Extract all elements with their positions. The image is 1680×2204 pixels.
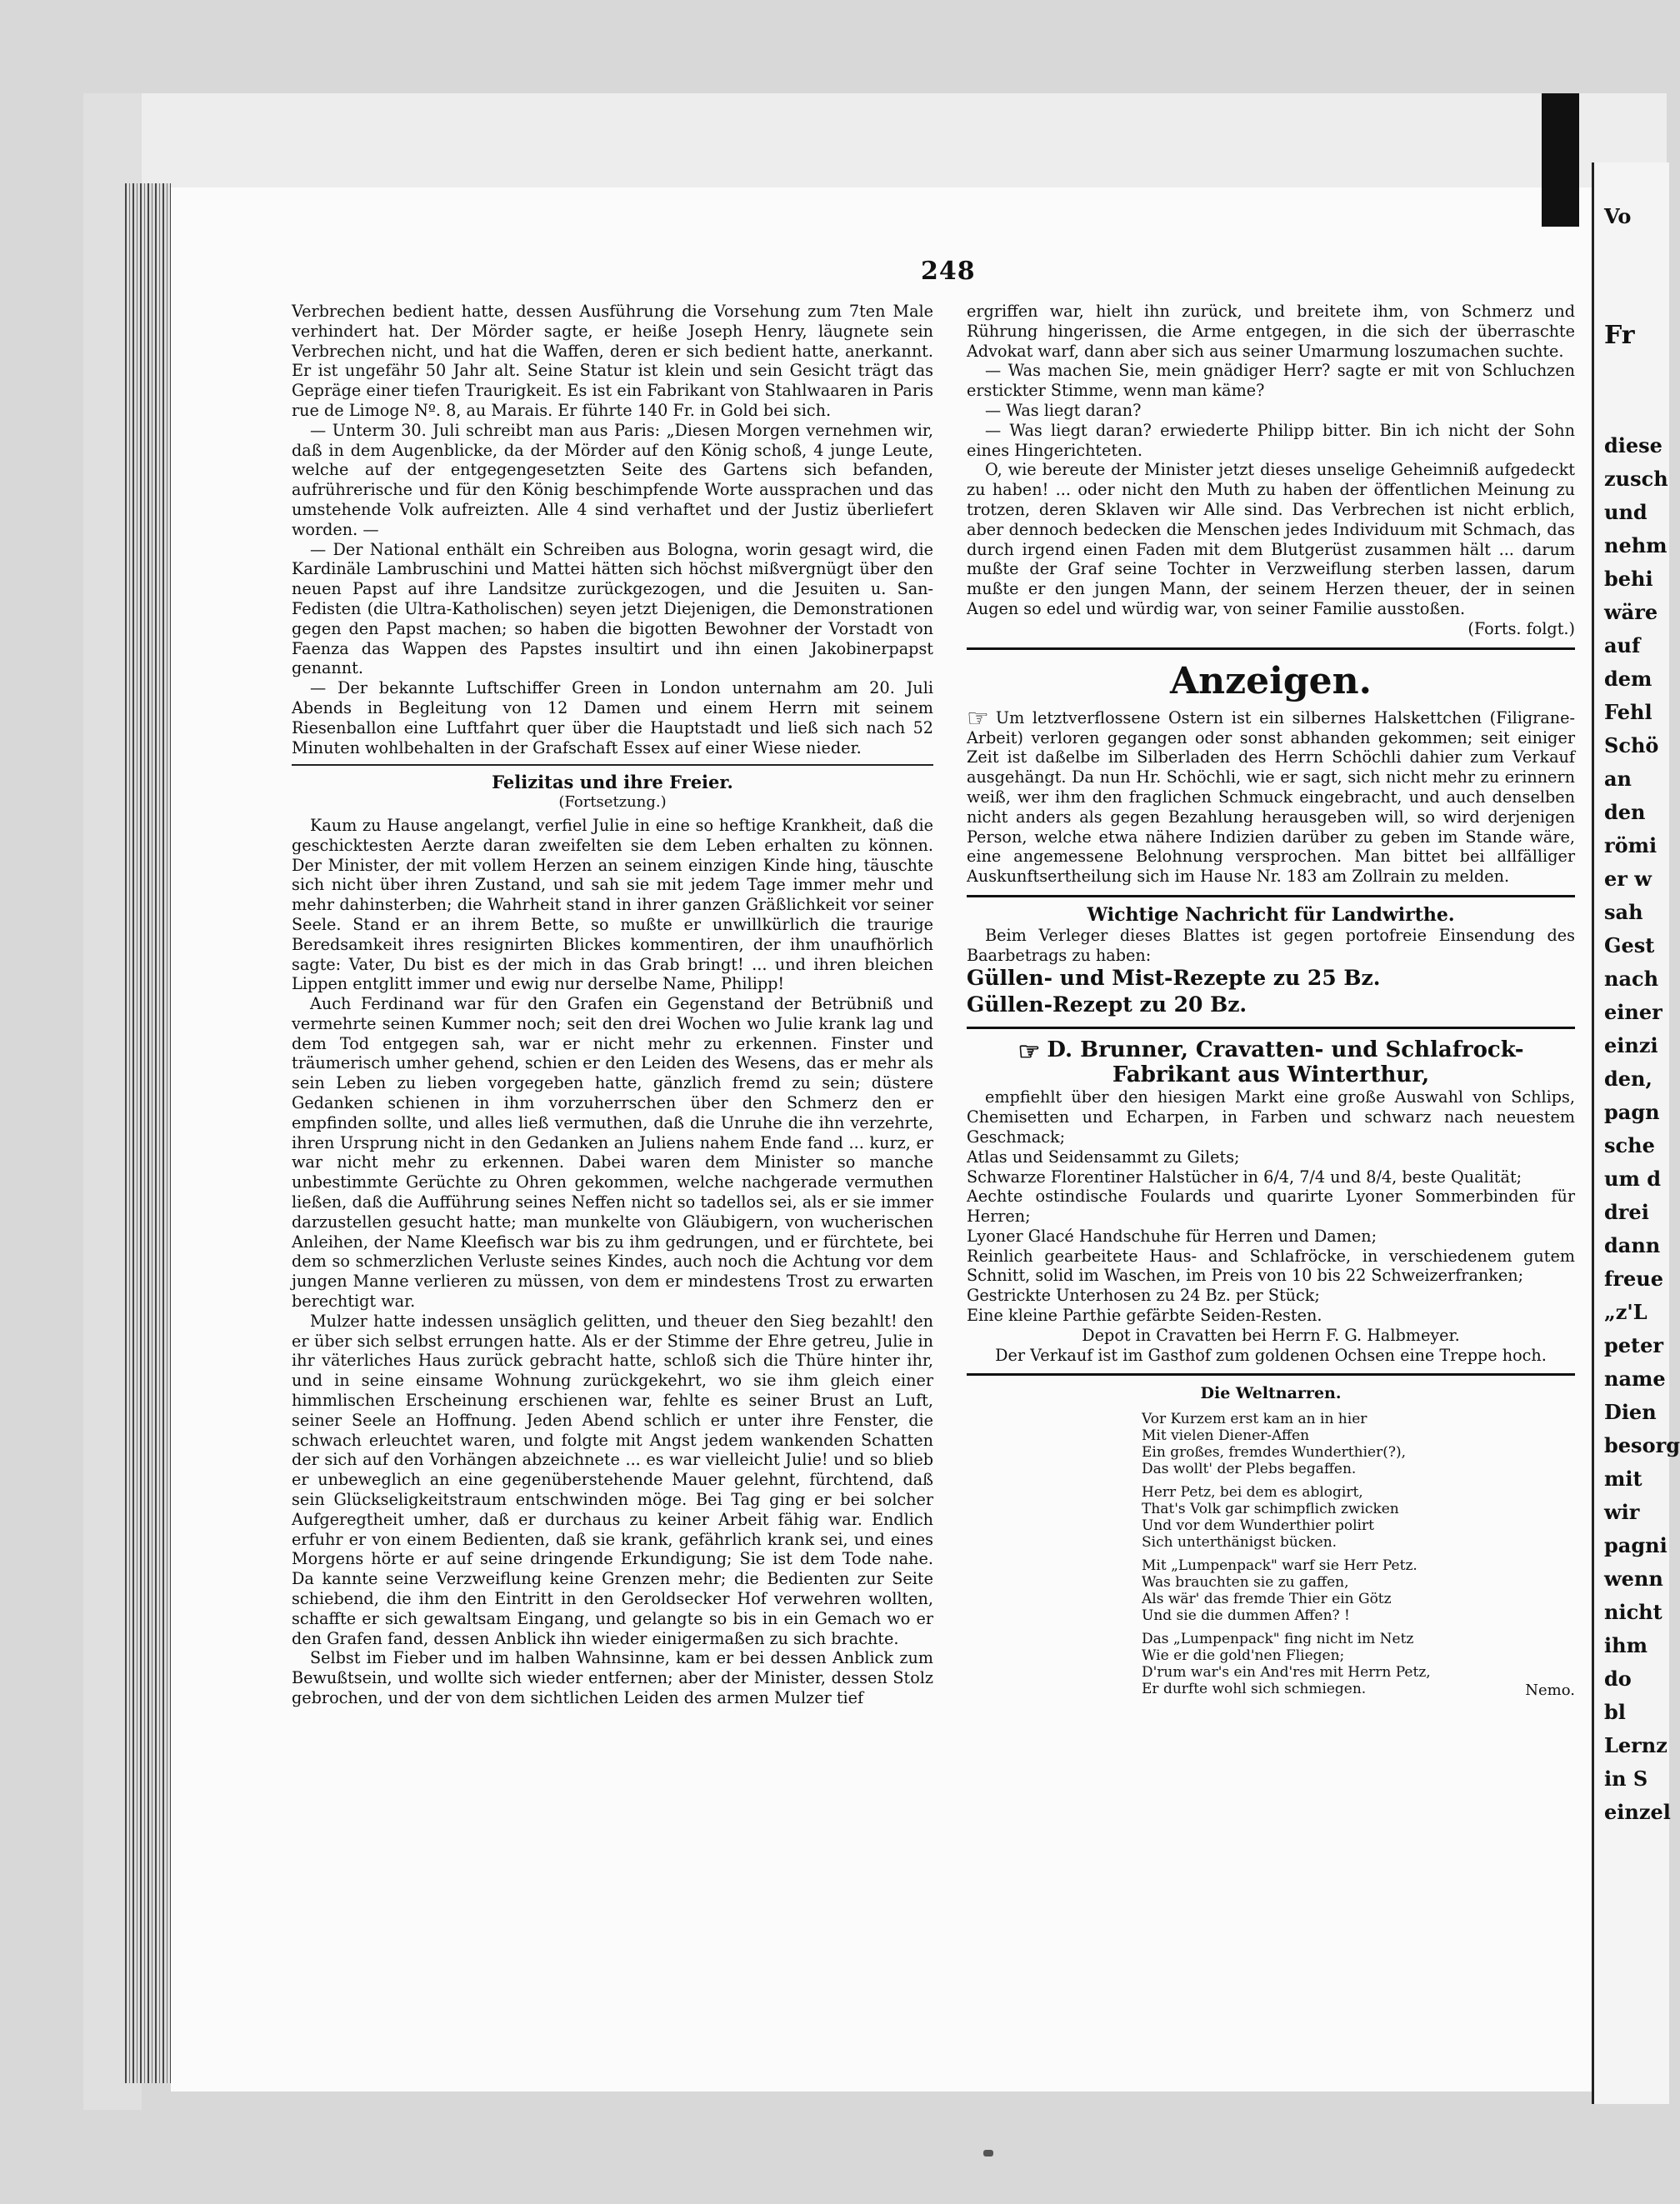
next-page-fragment: um d (1604, 1167, 1661, 1191)
next-page-fragment: in S (1604, 1767, 1648, 1791)
next-page-fragment: drei (1604, 1200, 1649, 1224)
next-page-fragment: sah (1604, 900, 1643, 924)
story-subtitle: (Fortsetzung.) (558, 793, 667, 812)
next-page-fragment: diese (1604, 433, 1662, 457)
news-paragraph: Verbrechen bedient hatte, dessen Ausführung die Vorsehung zum 7ten Male verhindert hat. Der Mörder sagte, er heiße Joseph Henry, läugnete sein Verbrechen nicht, und hat die Waffen, deren er sich bedient hatte, anerkannt. Er ist ungefähr 50 Jahr alt. Seine Statur ist klein und sein Gesicht trägt das Gepräge einer tiefen Traurigkeit. Es ist ein Fabrikant von Stahlwaaren in Paris rue de Limoge Nº. 8, au Marais. Er führte 140 Fr. in Gold bei sich. (292, 302, 933, 420)
ad-brunner-item: Schwarze Florentiner Halstücher in 6/4, 7/4 und 8/4, beste Qualität; (967, 1167, 1522, 1187)
poem-line: Sich unterthänigst bücken. (1142, 1534, 1338, 1552)
binding-bar (1542, 93, 1579, 227)
poem-line: Das wollt' der Plebs begaffen. (1142, 1461, 1357, 1478)
next-page-fragment: einzi (1604, 1033, 1658, 1057)
next-page-fragment: zusch (1604, 467, 1668, 491)
next-page-fragment: römi (1604, 833, 1658, 857)
ad-farmers-line: Güllen-Rezept zu 20 Bz. (967, 992, 1248, 1017)
poem-line: Als wär' das fremde Thier ein Götz (1142, 1591, 1392, 1608)
next-page-fragment: den, (1604, 1067, 1652, 1091)
next-page-fragment: freue (1604, 1267, 1663, 1291)
scan-mark (983, 2150, 993, 2157)
poem-line: Mit vielen Diener-Affen (1142, 1427, 1310, 1445)
next-page-edge (1592, 162, 1680, 2104)
next-page-fragment: einer (1604, 1000, 1662, 1024)
next-page-fragment: Dien (1604, 1400, 1657, 1424)
next-page-fragment: peter (1604, 1333, 1664, 1357)
story-paragraph: Selbst im Fieber und im halben Wahnsinne, kam er bei dessen Anblick zum Bewußtsein, und wollte sich wieder entfernen; aber der Minister, dessen Stolz gebrochen, und der von dem sichtlichen Leiden des armen Mulzer tief (292, 1648, 933, 1707)
ad-lost-necklace (967, 703, 1575, 887)
poem-title: Die Weltnarren. (1200, 1384, 1342, 1403)
next-page-fragment: Fehl (1604, 700, 1652, 724)
next-page-fragment: wäre (1604, 600, 1658, 624)
poem-line: D'rum war's ein And'res mit Herrn Petz, (1142, 1664, 1431, 1682)
left-column (292, 302, 933, 1708)
pointing-hand-icon: ☞ (1018, 1037, 1041, 1067)
ad-farmers-text: Beim Verleger dieses Blattes ist gegen portofreie Einsendung des Baarbetrags zu haben: (967, 925, 1575, 965)
ad-brunner-item: Eine kleine Parthie gefärbte Seiden-Resten. (967, 1306, 1322, 1326)
story-paragraph: ergriffen war, hielt ihn zurück, und breitete ihm, von Schmerz und Rührung hingerissen, die Arme entgegen, in die sich der überraschte Advokat warf, dann aber sich aus seiner Umarmung loszumachen suchte. (967, 302, 1575, 361)
next-page-fragment: nicht (1604, 1600, 1662, 1624)
ad-lost-text: Um letztverflossene Ostern ist ein silbernes Halskettchen (Filigrane-Arbeit) verloren gegangen oder sonst abhanden gekommen; seit einiger Zeit ist daßelbe im Silberladen des Herrn Schöchli dahier zum Verkauf ausgehängt. Da nun Hr. Schöchli, wie er sagt, sich nicht mehr zu erinnern weiß, wer ihm den fraglichen Schmuck eingebracht, und auch denselben nicht anders als gegen Bezahlung herausgeben will, so wird derjenigen Person, welche etwa nähere Indizien darüber zu geben im Stande wäre, eine angemessene Belohnung versprochen. Man bittet bei allfälliger Auskunftsertheilung sich im Hause Nr. 183 am Zollrain zu melden. (967, 707, 1575, 887)
next-page-fragment: „z'L (1604, 1300, 1648, 1324)
news-paragraph: — Unterm 30. Juli schreibt man aus Paris: „Diesen Morgen vernehmen wir, daß in dem Augenblicke, da der Mörder auf den König schoß, 4 junge Leute, welche auf der entgegengesetzten Seite des Gartens sich befanden, aufrührerische und für den König beschimpfende Worte aussprachen und das umstehende Volk aufreizten. Alle 4 sind verhaftet und der Justiz überliefert worden. — (292, 420, 933, 539)
next-page-fragment: den (1604, 800, 1646, 824)
poem-line: Herr Petz, bei dem es ablogirt, (1142, 1484, 1363, 1502)
news-paragraph: — Der bekannte Luftschiffer Green in London unternahm am 20. Juli Abends in Begleitung von 12 Damen und einem Herrn mit seinem Riesenballon eine Luftfahrt quer über die Hauptstadt und ließ sich nach 52 Minuten wohlbehalten in der Grafschaft Essex auf einer Wiese nieder. (292, 678, 933, 757)
ad-brunner-item: Aechte ostindische Foulards und quarirte Lyoner Sommerbinden für Herren; (967, 1187, 1575, 1227)
next-page-fragment: Lernz (1604, 1733, 1668, 1757)
next-page-fragment: pagn (1604, 1100, 1660, 1124)
poem-stanza (1142, 1484, 1575, 1551)
ad-brunner-heading (967, 1037, 1575, 1067)
poem-line: Ein großes, fremdes Wunderthier(?), (1142, 1444, 1406, 1462)
poem-line: That's Volk gar schimpflich zwicken (1142, 1501, 1399, 1518)
ad-brunner-verkauf: Der Verkauf ist im Gasthof zum goldenen Ochsen eine Treppe hoch. (995, 1345, 1547, 1365)
story-paragraph: — Was machen Sie, mein gnädiger Herr? sagte er mit von Schluchzen erstickter Stimme, wenn man käme? (967, 361, 1575, 401)
next-page-fragment: sche (1604, 1133, 1655, 1157)
next-page-fragment: mit (1604, 1467, 1642, 1491)
continuation-note: (Forts. folgt.) (1468, 618, 1575, 638)
next-page-fragment: Fr (1604, 321, 1635, 350)
divider (967, 1027, 1575, 1029)
next-page-fragment: wir (1604, 1500, 1640, 1524)
next-page-fragment: auf (1604, 633, 1641, 657)
next-page-fragment: er w (1604, 867, 1652, 891)
next-page-fragment: dann (1604, 1233, 1661, 1257)
story-paragraph: — Was liegt daran? (985, 400, 1142, 420)
story-paragraph: — Was liegt daran? erwiederte Philipp bitter. Bin ich nicht der Sohn eines Hingerichteten. (967, 420, 1575, 460)
next-page-fragment: dem (1604, 667, 1652, 691)
poem-line: Das „Lumpenpack" fing nicht im Netz (1142, 1631, 1414, 1648)
next-page-fragment: an (1604, 767, 1632, 791)
ad-farmers-line: Güllen- und Mist-Rezepte zu 25 Bz. (967, 966, 1381, 991)
page-number: 248 (921, 257, 976, 286)
ad-brunner-head1: D. Brunner, Cravatten- und Schlafrock- (1047, 1037, 1524, 1063)
ad-brunner-depot: Depot in Cravatten bei Herrn F. G. Halbmeyer. (1082, 1325, 1460, 1345)
divider (292, 764, 933, 766)
poem-line: Und sie die dummen Affen? ! (1142, 1607, 1350, 1625)
divider (967, 1373, 1575, 1376)
next-page-fragment: Gest (1604, 933, 1655, 957)
story-paragraph: Auch Ferdinand war für den Grafen ein Gegenstand der Betrübniß und vermehrte seinen Kummer noch; seit den drei Wochen wo Julie krank lag und dem Tod entgegen sah, war er nicht mehr zu erkennen. Finster und träumerisch umher gehend, schien er den Leiden des Wesens, das er mehr als sein Leben zu lieben vorgegeben hatte, gänzlich fremd zu sein; düstere Gedanken schienen in ihm vorzuherrschen über den Schmerz den er empfinden sollte, und alles ließ vermuthen, daß die Unruhe die ihn verzehrte, ihren Ursprung nicht in den Gedanken an Juliens nahem Ende fand ... kurz, er war nicht mehr zu erkennen. Dabei waren dem Minister so manche unbestimmte Gerüchte zu Ohren gekommen, welche nachgerade vermuthen ließen, daß die Aufführung seines Neffen nicht so tadellos sei, als er sie immer darzustellen gesucht hatte; man munkelte von Gläubigern, von wucherischen Anleihen, der Name Kleefisch war bis zu ihm gedrungen, und er fürchtete, bei dem so schmerzlichen Verluste seines Kindes, auch noch die Achtung vor dem jungen Manne verlieren zu müssen, von dem er mindestens Trost zu erwarten berechtigt war. (292, 994, 933, 1312)
next-page-fragment: und (1604, 500, 1648, 524)
ad-brunner-head2: Fabrikant aus Winterthur, (1112, 1062, 1430, 1088)
next-page-fragment: besorg (1604, 1433, 1680, 1457)
next-page-fragment: Vo (1604, 204, 1632, 228)
poem-line: Und vor dem Wunderthier polirt (1142, 1517, 1374, 1535)
story-paragraph: Mulzer hatte indessen unsäglich gelitten, und theuer den Sieg bezahlt! den er über sich selbst errungen hatte. Als er der Stimme der Ehre getreu, Julie in ihr väterliches Haus zurück gebracht hatte, schloß sich die Thüre hinter ihr, und in seine einsame Wohnung zurückgekehrt, wo sie ihm gleich einer himmlischen Erscheinung erschienen war, fehlte es seiner Brust an Luft, seiner Seele an Hoffnung. Jeden Abend schlich er unter ihre Fenster, die schwach erleuchtet waren, und folgte mit Angst jedem wankenden Schatten der sich auf den Vorhängen abzeichnete ... es war vielleicht Julie! und so blieb er unbeweglich an eine gegenüberstehende Mauer gelehnt, fürchtend, daß sein Glückseligkeitstraum entschwinden möge. Bei Tag ging er bei solcher Aufgeregtheit umher, daß er durchaus zu keiner Arbeit fähig war. Endlich erfuhr er von einem Bedienten, daß sie krank, gefährlich krank sei, und eines Morgens hörte er auf seine dringende Erkundigung; Sie ist dem Tode nahe. Da kannte seine Verzweiflung keine Grenzen mehr; die Bedienten zur Seite schiebend, die ihm den Eintritt in den Geroldsecker Hof verwehren wollten, schaffte er sich gewaltsam Eingang, und gelangte so bis in ein Gemach wo er den Grafen fand, dessen Anblick ihn wieder einigermaßen zu sich brachte. (292, 1311, 933, 1648)
next-page-fragment: name (1604, 1367, 1666, 1391)
ad-farmers-title: Wichtige Nachricht für Landwirthe. (1087, 903, 1455, 926)
poem-line: Mit „Lumpenpack" warf sie Herr Petz. (1142, 1557, 1418, 1575)
next-page-fragment: nehm (1604, 533, 1668, 557)
next-page-fragment: wenn (1604, 1567, 1663, 1591)
poem-line: Vor Kurzem erst kam an in hier (1142, 1411, 1368, 1428)
ad-brunner-item: Gestrickte Unterhosen zu 24 Bz. per Stück; (967, 1286, 1320, 1306)
ad-brunner-item: empfiehlt über den hiesigen Markt eine große Auswahl von Schlips, Chemisetten und Echarpen, in Farben und schwarz nach neuestem Geschmack; (967, 1087, 1575, 1147)
story-paragraph: Kaum zu Hause angelangt, verfiel Julie in eine so heftige Krankheit, daß die geschicktesten Aerzte daran zweifelten sie dem Leben erhalten zu können. Der Minister, der mit vollem Herzen an seinem einzigen Kinde hing, täuschte sich nicht über ihren Zustand, und sah sie mit jedem Tage immer mehr und mehr dahinsterben; die Wahrheit stand in ihrer ganzen Gräßlichkeit vor seiner Seele. Stand er an ihrem Bette, so mußte er unwillkürlich die traurige Beredsamkeit ihres resignirten Blickes kommentiren, der ihm unaufhörlich sagte: Vater, Du bist es der mich in das Grab bringt! ... und ihren bleichen Lippen entglitt immer und ewig nur derselbe Name, Philipp! (292, 815, 933, 994)
divider (967, 895, 1575, 897)
poem-line: Was brauchten sie zu gaffen, (1142, 1574, 1349, 1592)
poem-stanza (1142, 1557, 1575, 1624)
next-page-fragment: einzel (1604, 1800, 1671, 1824)
next-page-fragment: do (1604, 1667, 1632, 1691)
story-title: Felizitas und ihre Freier. (492, 772, 733, 793)
poem-stanza (1142, 1411, 1575, 1477)
poem-line: Er durfte wohl sich schmiegen. (1142, 1681, 1367, 1698)
news-paragraph: — Der National enthält ein Schreiben aus Bologna, worin gesagt wird, die Kardinäle Lambruschini und Mattei hätten sich höchst mißvergnügt über den neuen Papst auf ihre Landsitze zurückgezogen, und die Jesuiten u. San-Fedisten (die Ultra-Katholischen) seyen jetzt Diejenigen, die Demonstrationen gegen den Papst machen; so haben die bigotten Bewohner der Vorstadt von Faenza das Wappen des Papstes insultirt und ihn einen Jakobinerpapst genannt. (292, 539, 933, 678)
scan-background (83, 93, 1667, 189)
ad-brunner-item: Atlas und Seidensammt zu Gilets; (967, 1147, 1240, 1167)
right-column (967, 302, 1575, 1701)
poem-line: Wie er die gold'nen Fliegen; (1142, 1647, 1345, 1665)
next-page-fragment: ihm (1604, 1633, 1648, 1657)
divider (967, 647, 1575, 650)
ads-heading: Anzeigen. (1170, 659, 1372, 702)
next-page-fragment: Schö (1604, 733, 1659, 757)
ad-brunner-item: Lyoner Glacé Handschuhe für Herren und Damen; (967, 1226, 1378, 1246)
next-page-fragment: bl (1604, 1700, 1626, 1724)
next-page-fragment: nach (1604, 967, 1659, 991)
poem-signature: Nemo. (1525, 1682, 1575, 1700)
next-page-fragment: behi (1604, 567, 1653, 591)
pointing-hand-icon: ☞ (967, 703, 989, 733)
story-paragraph: O, wie bereute der Minister jetzt dieses unselige Geheimniß aufgedeckt zu haben! ... oder nicht den Muth zu haben der öffentlichen Meinung zu trotzen, deren Sklaven wir Alle sind. Das Verbrechen ist nicht erblich, aber dennoch bedecken die Menschen jedes Individuum mit Schmach, das durch irgend einen Faden mit dem Blutgerüst zusammen hält ... darum mußte der Graf seine Tochter in Verzweiflung sterben lassen, darum mußte er den jungen Mann, der seinem Herzen theuer, der in seinen Augen so edel und würdig war, von seiner Familie ausstoßen. (967, 460, 1575, 618)
ad-brunner-item: Reinlich gearbeitete Haus- and Schlafröcke, in verschiedenem gutem Schnitt, solid im Waschen, im Preis von 10 bis 22 Schweizerfranken; (967, 1246, 1575, 1286)
next-page-fragment: pagni (1604, 1533, 1668, 1557)
page-edges (125, 183, 171, 2083)
